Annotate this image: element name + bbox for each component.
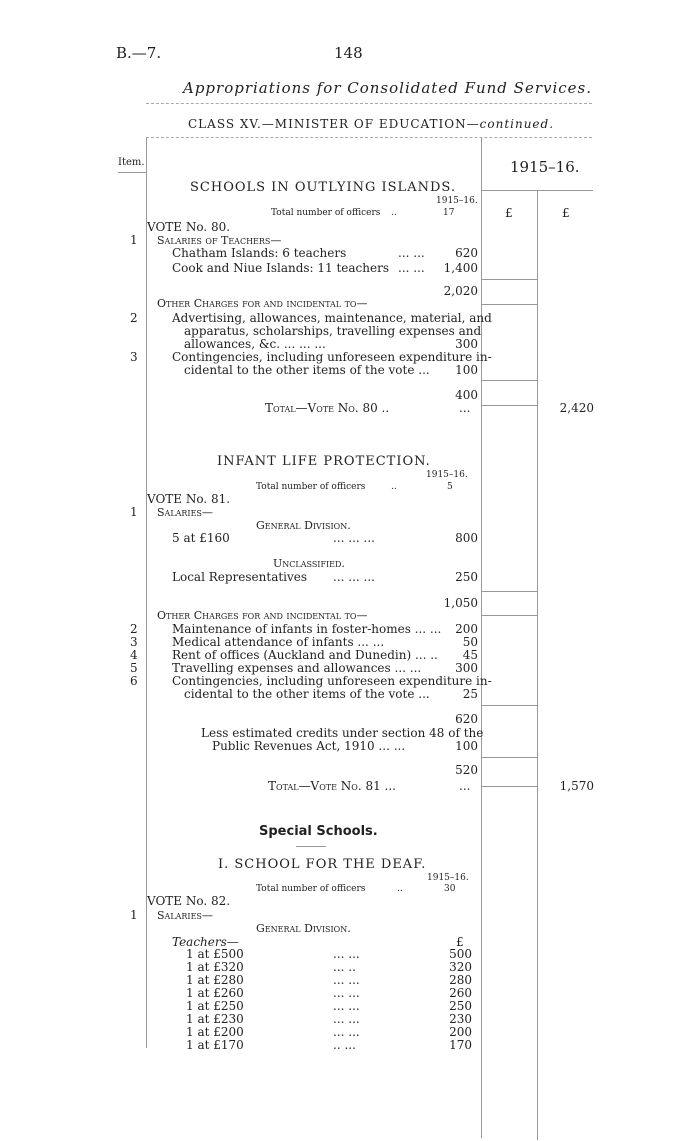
teacher-6-dots: ... ... [333,1012,360,1026]
teacher-3-dots: ... ... [333,973,360,987]
vote81-other-heading: Other Charges for and incidental to— [157,609,368,622]
teacher-6-amount: 230 [449,1012,472,1026]
vote80-heading: SCHOOLS IN OUTLYING ISLANDS. [190,180,456,195]
class-line-continued: continued. [479,117,555,131]
vote81-credits-line-2: Public Revenues Act, 1910 ... ... [212,739,406,753]
vote81-general-division: General Division. [256,519,351,532]
vote81-other-subtotal: 620 [455,712,478,726]
vote81-officers-label: Total number of officers [256,482,366,492]
vote81-number: VOTE No. 81. [147,492,231,506]
page-ref: B.—7. [116,44,162,62]
vote82-officers-count: 30 [444,884,456,894]
school-for-deaf-heading: I. SCHOOL FOR THE DEAF. [218,857,427,872]
pound-sign-amount: £ [505,206,513,220]
amount-column-rule [481,138,482,1138]
vote81-other-5-amount: 25 [462,687,478,701]
teacher-2-text: 1 at £320 [186,960,244,974]
class-line-main: CLASS XV.—MINISTER OF EDUCATION— [188,117,480,131]
year-column-header: 1915–16. [510,158,580,176]
teacher-5-dots: ... ... [333,999,360,1013]
teacher-8-dots: .. ... [333,1038,356,1052]
vote81-salaries-item: 1 [130,505,138,519]
teacher-8-amount: 170 [449,1038,472,1052]
teacher-2-amount: 320 [449,960,472,974]
vote80-total-dots: ... [459,401,471,415]
item-column-rule [146,138,147,1048]
teacher-7-text: 1 at £200 [186,1025,244,1039]
teacher-5-amount: 250 [449,999,472,1013]
vote80-total-label: Total—Vote No. 80 .. [265,401,390,415]
vote81-net-amount: 520 [455,763,478,777]
page-number: 148 [334,44,363,62]
item-column-header: Item. [118,157,145,168]
pound-sign-total: £ [562,206,570,220]
vote80-line-2-text: Cook and Niue Islands: 11 teachers [172,261,390,275]
vote80-other-2-item: 3 [130,350,138,364]
vote81-other-5-item: 6 [130,674,138,688]
teacher-5-text: 1 at £250 [186,999,244,1013]
vote80-officers-dots: .. [391,208,397,218]
vote80-officers-count: 17 [443,208,455,218]
teacher-1-amount: 500 [449,947,472,961]
vote80-line-1-text: Chatham Islands: 6 teachers [172,246,347,260]
vote81-total-dots: ... [459,779,471,793]
vote81-other-2-amount: 50 [462,635,478,649]
vote80-other-heading: Other Charges for and incidental to— [157,297,368,310]
vote80-number: VOTE No. 80. [147,220,231,234]
vote80-salaries-label: Salaries of Teachers— [157,234,282,247]
vote80-officers-label: Total number of officers [271,208,381,218]
teacher-1-dots: ... ... [333,947,360,961]
vote80-other-1-line-2: apparatus, scholarships, travelling expenses and [184,324,482,338]
vote82-officers-label: Total number of officers [256,884,366,894]
vote81-local-dots: ... ... ... [333,570,375,584]
vote80-salaries-item: 1 [130,233,138,247]
vote80-other-1-amount: 300 [455,337,478,351]
teacher-4-dots: ... ... [333,986,360,1000]
vote81-other-3-amount: 45 [462,648,478,662]
vote81-other-5-line-1: Contingencies, including unforeseen expenditure in- [172,674,492,688]
vote80-other-2-amount: 100 [455,363,478,377]
vote81-officers-count: 5 [447,482,453,492]
vote80-line-1-amount: 620 [455,246,478,260]
vote81-credits-amount: 100 [455,739,478,753]
teacher-4-amount: 260 [449,986,472,1000]
class-line [188,118,554,130]
vote81-other-4-amount: 300 [455,661,478,675]
vote81-other-3-line: Rent of offices (Auckland and Dunedin) ... .. [172,648,438,662]
vote80-other-1-line-3: allowances, &c. ... ... ... [184,337,326,351]
vote80-other-2-line-2: cidental to the other items of the vote ... [184,363,430,377]
vote82-officers-dots: .. [397,884,403,894]
vote81-other-2-line: Medical attendance of infants ... ... [172,635,385,649]
vote81-other-4-item: 5 [130,661,138,675]
vote81-general-dots: ... ... ... [333,531,375,545]
teacher-3-text: 1 at £280 [186,973,244,987]
vote81-total: 1,570 [559,779,594,793]
vote81-general-amount: 800 [455,531,478,545]
vote81-other-2-item: 3 [130,635,138,649]
vote81-salaries-label: Salaries— [157,506,213,519]
teacher-4-text: 1 at £260 [186,986,244,1000]
vote80-salaries-subtotal: 2,020 [443,284,478,298]
vote80-line-1-dots: ... ... [398,246,425,260]
vote80-line-2-amount: 1,400 [443,261,478,275]
vote81-other-1-line: Maintenance of infants in foster-homes ... ... [172,622,442,636]
vote81-local-line: Local Representatives [172,570,308,584]
vote82-teachers-label: Teachers— [172,935,239,949]
vote82-officers-year: 1915–16. [427,873,469,883]
vote80-other-1-line-1: Advertising, allowances, maintenance, material, and [172,311,492,325]
teacher-1-text: 1 at £500 [186,947,244,961]
page-title: Appropriations for Consolidated Fund Services. [183,79,593,97]
vote80-other-1-item: 2 [130,311,138,325]
vote82-salaries-label: Salaries— [157,909,213,922]
vote81-credits-line-1: Less estimated credits under section 48 of the [201,726,484,740]
vote80-other-2-line-1: Contingencies, including unforeseen expenditure in- [172,350,492,364]
vote80-line-2-dots: ... ... [398,261,425,275]
vote80-officers-year: 1915–16. [436,196,478,206]
vote81-other-3-item: 4 [130,648,138,662]
teacher-2-dots: ... .. [333,960,356,974]
teacher-3-amount: 280 [449,973,472,987]
teacher-6-text: 1 at £230 [186,1012,244,1026]
vote81-other-1-amount: 200 [455,622,478,636]
vote81-local-amount: 250 [455,570,478,584]
vote82-general-division: General Division. [256,922,351,935]
vote80-other-subtotal: 400 [455,388,478,402]
vote82-number: VOTE No. 82. [147,894,231,908]
vote81-unclassified: Unclassified. [273,557,345,570]
vote81-officers-year: 1915–16. [426,470,468,480]
vote81-heading: INFANT LIFE PROTECTION. [217,454,431,469]
vote81-officers-dots: .. [391,482,397,492]
teacher-7-dots: ... ... [333,1025,360,1039]
vote82-pound-sign: £ [456,935,464,949]
vote81-other-4-line: Travelling expenses and allowances ... ... [172,661,422,675]
vote80-total: 2,420 [559,401,594,415]
vote82-salaries-item: 1 [130,908,138,922]
vote81-other-1-item: 2 [130,622,138,636]
teacher-7-amount: 200 [449,1025,472,1039]
vote81-general-line: 5 at £160 [172,531,230,545]
total-column-rule [537,190,538,1140]
vote81-salaries-subtotal: 1,050 [443,596,478,610]
special-schools-heading: Special Schools. [259,824,378,839]
vote81-total-label: Total—Vote No. 81 ... [268,779,396,793]
teacher-8-text: 1 at £170 [186,1038,244,1052]
vote81-other-5-line-2: cidental to the other items of the vote ... [184,687,430,701]
